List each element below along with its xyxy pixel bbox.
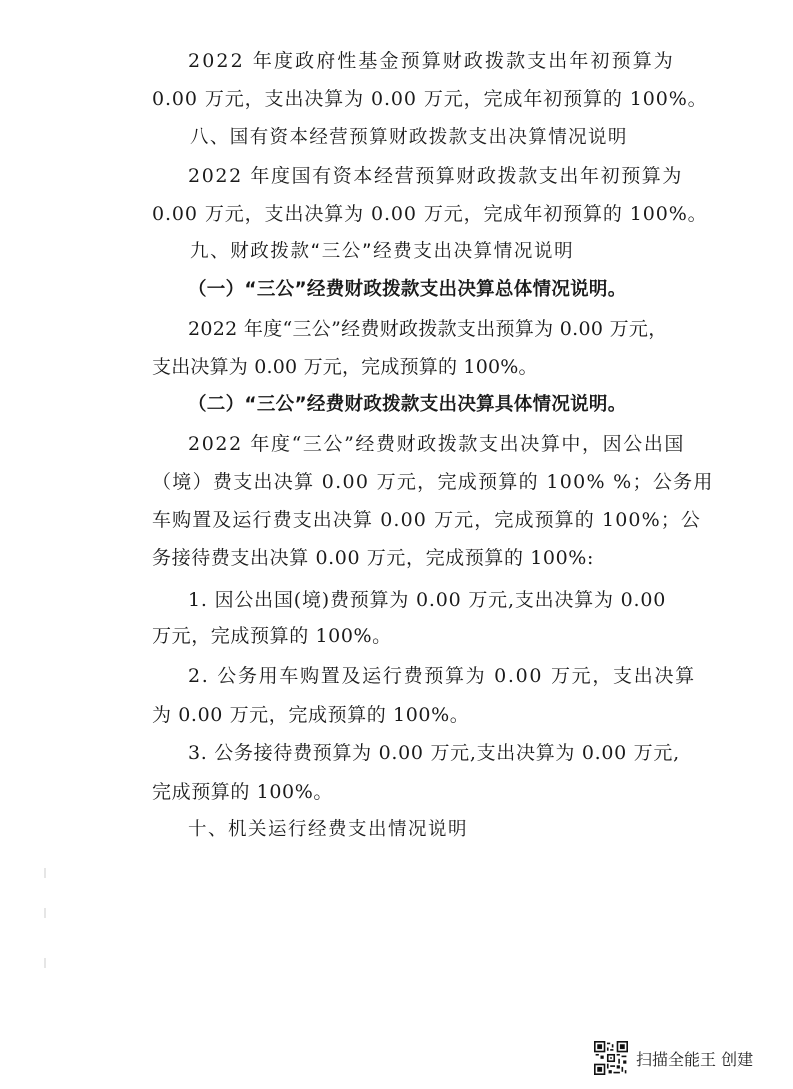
body-line: 0.00 万元，支出决算为 0.00 万元，完成年初预算的 100%。	[152, 203, 708, 225]
body-line: 2022 年度“三公”经费财政拨款支出预算为 0.00 万元，	[188, 318, 668, 340]
scanner-watermark	[594, 1038, 753, 1078]
body-line: （境）费支出决算 0.00 万元，完成预算的 100% %；公务用	[152, 471, 714, 493]
qr-code-icon	[594, 1041, 628, 1075]
section-heading-9: 九、财政拨款“三公”经费支出决算情况说明	[190, 241, 575, 262]
section-heading-10: 十、机关运行经费支出情况说明	[188, 819, 469, 840]
body-line: 支出决算为 0.00 万元，完成预算的 100%。	[152, 356, 538, 378]
scan-edge-mark	[44, 908, 46, 918]
list-item-3: 3. 公务接待费预算为 0.00 万元,支出决算为 0.00 万元,	[188, 742, 680, 764]
body-line: 务接待费支出决算 0.00 万元，完成预算的 100%:	[152, 547, 594, 569]
subsection-heading-2: （二）“三公”经费财政拨款支出决算具体情况说明。	[188, 394, 627, 415]
scan-edge-mark	[44, 958, 46, 968]
body-line: 2022 年度国有资本经营预算财政拨款支出年初预算为	[188, 165, 683, 187]
body-line: 0.00 万元，支出决算为 0.00 万元，完成年初预算的 100%。	[152, 88, 708, 110]
body-line: 万元，完成预算的 100%。	[152, 625, 392, 647]
body-line: 2022 年度政府性基金预算财政拨款支出年初预算为	[188, 50, 675, 72]
body-line: 车购置及运行费支出决算 0.00 万元，完成预算的 100%；公	[152, 509, 701, 531]
list-item-1: 1. 因公出国(境)费预算为 0.00 万元,支出决算为 0.00	[188, 589, 667, 611]
section-heading-8: 八、国有资本经营预算财政拨款支出决算情况说明	[190, 127, 628, 148]
body-line: 为 0.00 万元，完成预算的 100%。	[152, 704, 470, 726]
body-line: 2022 年度“三公”经费财政拨款支出决算中，因公出国	[188, 433, 686, 455]
body-line: 完成预算的 100%。	[152, 781, 333, 803]
watermark-text: 扫描全能王 创建	[636, 1049, 754, 1069]
subsection-heading-1: （一）“三公”经费财政拨款支出决算总体情况说明。	[188, 279, 627, 300]
list-item-2: 2. 公务用车购置及运行费预算为 0.00 万元，支出决算	[188, 665, 696, 687]
scan-edge-mark	[44, 868, 46, 878]
